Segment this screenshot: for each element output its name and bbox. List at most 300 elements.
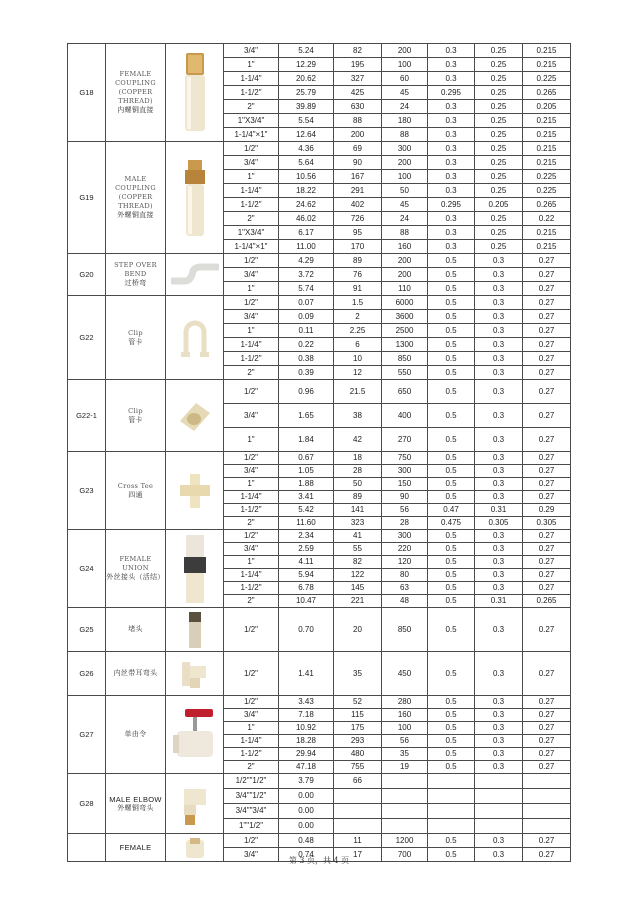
table-cell: 200 xyxy=(382,254,428,268)
table-cell: 175 xyxy=(334,722,382,735)
table-cell: 2" xyxy=(224,100,279,114)
table-cell: 0.5 xyxy=(428,282,475,296)
table-cell: 0.5 xyxy=(428,428,475,452)
table-cell: 5.74 xyxy=(279,282,334,296)
table-cell: 3/4" xyxy=(224,404,279,428)
table-cell: 1-1/4"×1" xyxy=(224,240,279,254)
table-cell: 1" xyxy=(224,282,279,296)
table-cell: 90 xyxy=(334,156,382,170)
table-cell: 24 xyxy=(382,212,428,226)
table-cell: 167 xyxy=(334,170,382,184)
table-cell: 1/2""1/2" xyxy=(224,774,279,789)
table-cell: 0.27 xyxy=(523,491,571,504)
product-code: G22 xyxy=(68,296,106,380)
table-cell: 200 xyxy=(382,268,428,282)
product-code: G20 xyxy=(68,254,106,296)
product-name-cn: 外螺铜弯头 xyxy=(117,804,154,812)
table-cell: 1.41 xyxy=(279,652,334,696)
table-cell: 91 xyxy=(334,282,382,296)
table-cell: 1.05 xyxy=(279,465,334,478)
table-cell: 0.3 xyxy=(475,709,523,722)
table-cell: 0.3 xyxy=(475,338,523,352)
table-cell: 0.27 xyxy=(523,834,571,848)
table-cell: 0.3 xyxy=(475,696,523,709)
table-cell: 5.54 xyxy=(279,114,334,128)
table-cell: 25.79 xyxy=(279,86,334,100)
table-cell: 0.5 xyxy=(428,452,475,465)
table-cell: 0.07 xyxy=(279,296,334,310)
table-cell: 0.5 xyxy=(428,254,475,268)
table-cell: 0.09 xyxy=(279,310,334,324)
table-cell: 56 xyxy=(382,504,428,517)
product-code: G28 xyxy=(68,774,106,834)
table-cell: 0.205 xyxy=(475,198,523,212)
table-cell: 0.25 xyxy=(475,114,523,128)
table-cell: 270 xyxy=(382,428,428,452)
table-cell: 2500 xyxy=(382,324,428,338)
table-cell: 2.59 xyxy=(279,543,334,556)
table-cell: 0.3 xyxy=(428,58,475,72)
table-cell: 100 xyxy=(382,722,428,735)
table-cell: 10.56 xyxy=(279,170,334,184)
table-cell: 3/4" xyxy=(224,156,279,170)
table-cell: 1200 xyxy=(382,834,428,848)
product-name-cn: 单由令 xyxy=(124,730,147,738)
table-cell: 0.27 xyxy=(523,709,571,722)
table-cell xyxy=(334,819,382,834)
product-name-cn: 内丝带耳弯头 xyxy=(113,669,158,677)
table-cell: 0.39 xyxy=(279,366,334,380)
table-cell: 0.27 xyxy=(523,254,571,268)
table-cell: 0.3 xyxy=(475,352,523,366)
table-cell xyxy=(382,819,428,834)
table-cell: 0.27 xyxy=(523,608,571,652)
table-cell: 0.27 xyxy=(523,761,571,774)
table-cell: 1.84 xyxy=(279,428,334,452)
table-cell: 50 xyxy=(334,478,382,491)
table-cell: 0.5 xyxy=(428,652,475,696)
table-cell: 280 xyxy=(382,696,428,709)
table-cell: 0.5 xyxy=(428,268,475,282)
table-cell: 1-1/4" xyxy=(224,735,279,748)
table-cell xyxy=(523,819,571,834)
table-row xyxy=(68,696,571,709)
table-cell xyxy=(382,774,428,789)
table-cell: 0.5 xyxy=(428,310,475,324)
product-name-en: Clip xyxy=(128,328,143,337)
table-cell xyxy=(428,789,475,804)
product-name-cn: 外丝接头（活结） xyxy=(106,573,165,581)
table-cell: 0.48 xyxy=(279,834,334,848)
table-cell: 0.3 xyxy=(428,128,475,142)
product-image xyxy=(166,254,224,296)
table-cell: 3/4" xyxy=(224,543,279,556)
table-cell: 0.215 xyxy=(523,156,571,170)
table-cell: 0.27 xyxy=(523,366,571,380)
table-cell: 0.5 xyxy=(428,366,475,380)
table-cell: 0.47 xyxy=(428,504,475,517)
table-row xyxy=(68,142,571,156)
table-cell: 1/2" xyxy=(224,142,279,156)
table-cell: 220 xyxy=(382,543,428,556)
table-cell: 0.3 xyxy=(475,254,523,268)
table-cell: 0.3 xyxy=(428,100,475,114)
table-cell: 0.27 xyxy=(523,582,571,595)
table-cell: 2" xyxy=(224,212,279,226)
table-cell: 6.78 xyxy=(279,582,334,595)
product-name xyxy=(106,652,166,696)
table-cell: 0.25 xyxy=(475,44,523,58)
table-cell: 0.295 xyxy=(428,86,475,100)
table-cell: 95 xyxy=(334,226,382,240)
product-image xyxy=(166,774,224,834)
table-cell: 1.5 xyxy=(334,296,382,310)
table-cell: 0.25 xyxy=(475,142,523,156)
table-cell: 122 xyxy=(334,569,382,582)
table-cell: 46.02 xyxy=(279,212,334,226)
table-cell: 750 xyxy=(382,452,428,465)
product-name xyxy=(106,296,166,380)
product-name-en: MALE COUPLING (COPPER THREAD) xyxy=(115,175,156,210)
table-cell: 0.215 xyxy=(523,128,571,142)
table-cell: 0.3 xyxy=(428,156,475,170)
table-cell: 1-1/2" xyxy=(224,86,279,100)
product-image xyxy=(166,142,224,254)
table-cell: 323 xyxy=(334,517,382,530)
table-cell: 0.3 xyxy=(428,212,475,226)
table-cell: 0.27 xyxy=(523,569,571,582)
table-cell: 0.27 xyxy=(523,530,571,543)
table-cell: 1" xyxy=(224,478,279,491)
product-name-cn: 过桥弯 xyxy=(124,279,147,287)
table-cell: 20.62 xyxy=(279,72,334,86)
table-cell: 1" xyxy=(224,324,279,338)
table-cell: 0.00 xyxy=(279,819,334,834)
table-cell: 0.5 xyxy=(428,608,475,652)
table-cell: 76 xyxy=(334,268,382,282)
product-name-cn: 管卡 xyxy=(128,415,143,424)
table-cell: 0.3 xyxy=(428,72,475,86)
table-cell: 0.5 xyxy=(428,582,475,595)
product-name xyxy=(106,530,166,608)
pipe-clip-icon xyxy=(166,316,223,360)
product-code: G18 xyxy=(68,44,106,142)
table-cell: 755 xyxy=(334,761,382,774)
table-cell: 0.5 xyxy=(428,569,475,582)
table-cell: 80 xyxy=(382,569,428,582)
table-cell: 1.88 xyxy=(279,478,334,491)
table-cell: 0.3 xyxy=(475,834,523,848)
table-cell: 850 xyxy=(382,608,428,652)
table-cell: 6.17 xyxy=(279,226,334,240)
table-cell: 0.31 xyxy=(475,595,523,608)
table-cell: 10.47 xyxy=(279,595,334,608)
table-cell: 0.27 xyxy=(523,722,571,735)
table-cell: 0.5 xyxy=(428,324,475,338)
table-cell: 0.27 xyxy=(523,324,571,338)
table-cell: 55 xyxy=(334,543,382,556)
table-cell: 19 xyxy=(382,761,428,774)
table-cell xyxy=(428,804,475,819)
product-code: G27 xyxy=(68,696,106,774)
table-cell: 0.215 xyxy=(523,58,571,72)
table-cell: 170 xyxy=(334,240,382,254)
table-cell: 28 xyxy=(334,465,382,478)
table-cell: 1" xyxy=(224,58,279,72)
table-cell: 0.5 xyxy=(428,465,475,478)
table-cell: 5.42 xyxy=(279,504,334,517)
table-cell: 0.27 xyxy=(523,352,571,366)
table-cell: 3.79 xyxy=(279,774,334,789)
table-cell: 0.305 xyxy=(475,517,523,530)
table-cell: 0.3 xyxy=(475,608,523,652)
table-cell: 45 xyxy=(382,86,428,100)
table-cell: 327 xyxy=(334,72,382,86)
table-cell xyxy=(475,804,523,819)
table-cell: 0.00 xyxy=(279,804,334,819)
table-cell: 650 xyxy=(382,380,428,404)
table-cell: 66 xyxy=(334,774,382,789)
table-cell: 88 xyxy=(382,226,428,240)
table-cell: 90 xyxy=(382,491,428,504)
table-cell: 0.3 xyxy=(475,324,523,338)
table-cell: 0.3 xyxy=(475,761,523,774)
table-cell: 0.225 xyxy=(523,170,571,184)
table-cell: 0.3 xyxy=(475,530,523,543)
table-cell: 0.225 xyxy=(523,72,571,86)
table-cell xyxy=(334,789,382,804)
table-cell: 0.3 xyxy=(475,310,523,324)
table-cell: 0.27 xyxy=(523,428,571,452)
table-row xyxy=(68,774,571,789)
product-name xyxy=(106,380,166,452)
table-cell: 0.3 xyxy=(475,452,523,465)
table-cell: 18.28 xyxy=(279,735,334,748)
product-code: G24 xyxy=(68,530,106,608)
table-cell: 141 xyxy=(334,504,382,517)
table-cell: 0.3 xyxy=(475,491,523,504)
table-cell: 195 xyxy=(334,58,382,72)
product-code: G26 xyxy=(68,652,106,696)
table-row xyxy=(68,380,571,404)
table-cell: 1" xyxy=(224,170,279,184)
table-cell: 200 xyxy=(382,44,428,58)
table-cell: 0.3 xyxy=(475,268,523,282)
table-cell: 0.3 xyxy=(475,478,523,491)
table-cell: 3.41 xyxy=(279,491,334,504)
table-cell: 425 xyxy=(334,86,382,100)
table-cell: 0.27 xyxy=(523,404,571,428)
product-name-en: FEMALE UNION xyxy=(119,555,152,572)
table-cell: 0.31 xyxy=(475,504,523,517)
table-cell: 1/2" xyxy=(224,696,279,709)
page-footer: 第 3 页，共 4 页 xyxy=(288,856,350,865)
table-cell: 1-1/4" xyxy=(224,72,279,86)
table-cell: 24 xyxy=(382,100,428,114)
table-cell: 450 xyxy=(382,652,428,696)
table-cell: 300 xyxy=(382,465,428,478)
table-cell: 18 xyxy=(334,452,382,465)
table-cell: 20 xyxy=(334,608,382,652)
table-cell: 0.3 xyxy=(475,652,523,696)
table-cell: 6000 xyxy=(382,296,428,310)
male-coupling-icon xyxy=(166,156,223,240)
table-cell: 0.265 xyxy=(523,86,571,100)
table-cell xyxy=(428,774,475,789)
table-cell: 0.215 xyxy=(523,226,571,240)
table-row xyxy=(68,254,571,268)
table-cell: 42 xyxy=(334,428,382,452)
product-image xyxy=(166,44,224,142)
table-cell: 0.265 xyxy=(523,595,571,608)
product-image xyxy=(166,652,224,696)
product-name xyxy=(106,608,166,652)
table-cell: 0.5 xyxy=(428,834,475,848)
table-cell: 0.5 xyxy=(428,748,475,761)
table-cell: 100 xyxy=(382,58,428,72)
table-cell: 1" xyxy=(224,556,279,569)
product-name-cn: 四通 xyxy=(128,490,143,499)
product-image xyxy=(166,296,224,380)
table-cell: 0.29 xyxy=(523,504,571,517)
table-cell: 400 xyxy=(382,404,428,428)
table-cell: 110 xyxy=(382,282,428,296)
table-cell: 0.5 xyxy=(428,696,475,709)
table-cell: 0.25 xyxy=(475,184,523,198)
table-cell: 0.225 xyxy=(523,184,571,198)
table-cell: 0.27 xyxy=(523,543,571,556)
table-cell: 0.3 xyxy=(475,569,523,582)
table-cell: 0.205 xyxy=(523,100,571,114)
table-cell: 2.25 xyxy=(334,324,382,338)
table-cell: 69 xyxy=(334,142,382,156)
table-cell: 1/2" xyxy=(224,254,279,268)
table-cell: 63 xyxy=(382,582,428,595)
product-code: G25 xyxy=(68,608,106,652)
table-cell: 1-1/2" xyxy=(224,352,279,366)
product-name-en: MALE ELBOW xyxy=(109,794,162,804)
table-cell: 0.215 xyxy=(523,240,571,254)
table-cell: 12.64 xyxy=(279,128,334,142)
table-cell: 0.38 xyxy=(279,352,334,366)
table-cell: 60 xyxy=(382,72,428,86)
table-cell xyxy=(428,819,475,834)
table-cell xyxy=(475,774,523,789)
table-cell: 0.3 xyxy=(475,404,523,428)
table-cell: 0.5 xyxy=(428,296,475,310)
table-cell: 726 xyxy=(334,212,382,226)
table-cell: 0.25 xyxy=(475,58,523,72)
table-cell: 0.67 xyxy=(279,452,334,465)
table-cell: 1.65 xyxy=(279,404,334,428)
table-cell: 1/2" xyxy=(224,452,279,465)
table-cell: 0.5 xyxy=(428,491,475,504)
table-cell: 1/2" xyxy=(224,530,279,543)
table-cell: 0.3 xyxy=(475,722,523,735)
table-cell: 0.3 xyxy=(475,366,523,380)
table-cell: 1/2" xyxy=(224,296,279,310)
table-cell: 0.25 xyxy=(475,72,523,86)
ball-valve-icon xyxy=(166,705,223,765)
table-cell: 18.22 xyxy=(279,184,334,198)
product-name xyxy=(106,254,166,296)
table-cell: 24.62 xyxy=(279,198,334,212)
table-cell: 0.5 xyxy=(428,352,475,366)
table-cell xyxy=(475,819,523,834)
table-cell: 11.00 xyxy=(279,240,334,254)
table-cell: 402 xyxy=(334,198,382,212)
table-cell: 0.3 xyxy=(428,114,475,128)
table-cell: 1/2" xyxy=(224,608,279,652)
table-cell: 35 xyxy=(382,748,428,761)
product-image xyxy=(166,608,224,652)
table-cell: 6 xyxy=(334,338,382,352)
table-cell: 0.27 xyxy=(523,282,571,296)
table-cell: 0.27 xyxy=(523,296,571,310)
table-cell: 0.25 xyxy=(475,170,523,184)
table-cell: 48 xyxy=(382,595,428,608)
table-cell: 0.5 xyxy=(428,722,475,735)
table-cell: 10.92 xyxy=(279,722,334,735)
table-cell: 1-1/2" xyxy=(224,198,279,212)
product-image xyxy=(166,452,224,530)
product-code: G23 xyxy=(68,452,106,530)
product-name-en: FEMALE COUPLING (COPPER THREAD) xyxy=(115,70,156,105)
table-cell: 0.27 xyxy=(523,380,571,404)
table-cell: 3/4" xyxy=(224,465,279,478)
table-cell: 3/4""1/2" xyxy=(224,789,279,804)
table-cell: 0.5 xyxy=(428,556,475,569)
table-cell: 0.3 xyxy=(475,848,523,862)
table-cell: 0.27 xyxy=(523,696,571,709)
table-cell: 88 xyxy=(334,114,382,128)
table-cell xyxy=(523,789,571,804)
table-cell: 5.64 xyxy=(279,156,334,170)
table-cell: 0.25 xyxy=(475,86,523,100)
table-cell: 850 xyxy=(382,352,428,366)
table-cell: 1-1/4"×1" xyxy=(224,128,279,142)
table-cell: 10 xyxy=(334,352,382,366)
cross-tee-icon xyxy=(166,472,223,510)
table-cell: 1-1/4" xyxy=(224,491,279,504)
table-cell: 0.11 xyxy=(279,324,334,338)
table-cell: 293 xyxy=(334,735,382,748)
table-cell: 12 xyxy=(334,366,382,380)
end-plug-icon xyxy=(166,610,223,650)
table-cell: 0.3 xyxy=(428,240,475,254)
table-cell: 0.305 xyxy=(523,517,571,530)
table-cell: 3.72 xyxy=(279,268,334,282)
table-cell: 0.5 xyxy=(428,735,475,748)
table-cell: 28 xyxy=(382,517,428,530)
table-cell: 120 xyxy=(382,556,428,569)
table-cell: 1/2" xyxy=(224,652,279,696)
table-cell: 4.29 xyxy=(279,254,334,268)
table-cell: 0.5 xyxy=(428,595,475,608)
table-cell: 41 xyxy=(334,530,382,543)
table-cell: 0.25 xyxy=(475,128,523,142)
table-cell: 0.5 xyxy=(428,709,475,722)
product-name-cn: 内螺铜直接 xyxy=(117,106,154,114)
table-cell: 0.27 xyxy=(523,268,571,282)
table-cell: 1-1/4" xyxy=(224,184,279,198)
table-cell: 0.5 xyxy=(428,543,475,556)
table-cell: 0.3 xyxy=(475,735,523,748)
table-row xyxy=(68,530,571,543)
product-image xyxy=(166,696,224,774)
table-cell: 11.60 xyxy=(279,517,334,530)
product-name-en: Clip xyxy=(128,406,143,415)
